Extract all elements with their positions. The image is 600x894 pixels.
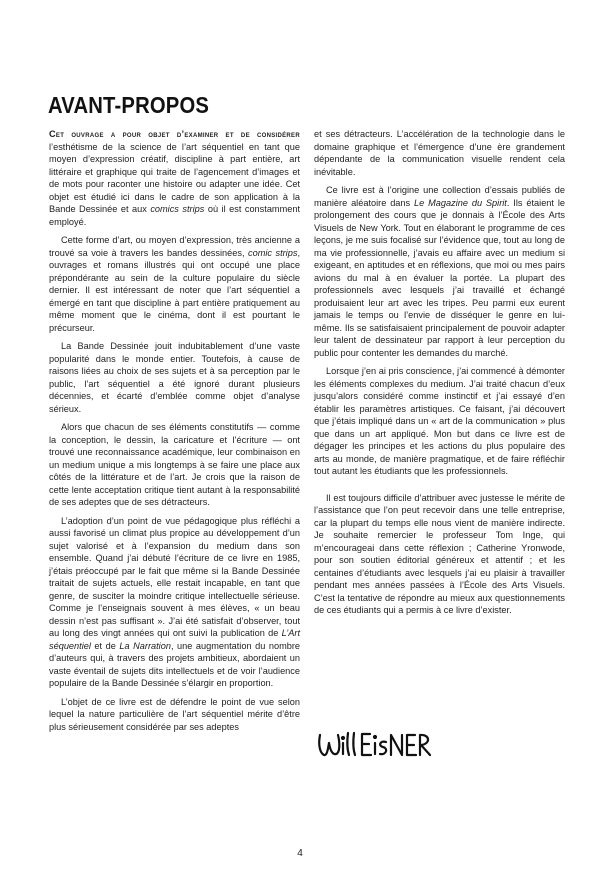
paragraph-text: où il est constamment employé. [49, 204, 301, 227]
paragraph [49, 515, 300, 690]
italic-title: L’Art séquentiel [49, 628, 300, 651]
paragraph: Il est toujours difficile d’attribuer avec justesse le mérite de l’assistance que l’on peut recevoir dans une telle entreprise, car la plupart du temps elle nous vient de manière indirecte. Je souhaite remercier le professeur Tom Inge, qui m’encourageai dans cette réflexion ; Catherine Yronwode, pour son soutien éditorial généreux et attentif ; et les centaines d’étudiants avec lesquels j’ai eu plaisir à travailler pendant mes années passées à l’École des Arts Visuels. C’est la tentative de répondre au mieux aux questionnements de ces étudiants qui a permis à ce livre d’exister. [314, 492, 565, 615]
italic-term: comics strips [150, 204, 205, 214]
paragraph: L’objet de ce livre est de défendre le point de vue selon lequel la nature particulière de l’art séquentiel mérite d’être plus sérieusement considérée par ses adeptes [49, 696, 300, 732]
paragraph [314, 184, 565, 359]
right-column [314, 128, 565, 623]
paragraph [49, 128, 300, 228]
paragraph: Alors que chacun de ses éléments constitutifs — comme la conception, le dessin, la caricature et l’écriture — ont trouvé une reconnaissance académique, leur combinaison en un medium unique a mis longtemps à se faire une place aux côtés de la littérature et de l’art. Je crois que la raison de cette lente acceptation critique tient autant à la responsabilité de ses adeptes que de ses détracteurs. [49, 422, 300, 507]
paragraph: et ses détracteurs. L’accélération de la technologie dans le domaine graphique et l’émergence d’une ère grandement dépendante de la communication visuelle rendent cela inévitable. [314, 129, 565, 177]
paragraph: La Bande Dessinée jouit indubitablement d’une vaste popularité dans le monde entier. Toutefois, à cause de raisons liées au choix de ses sujets et à sa perception par le public, l’art séquentiel a été ignoré durant plusieurs décennies, et écarté d’emblée comme objet d’analyse sérieux. [49, 341, 300, 414]
paragraph-text: l’esthétisme de la science de l’art séquentiel en tant que moyen d’expression créatif, discipline à part entière, art littéraire et graphique qui traite de l’agencement d’images et de mots pour raconter une histoire ou adapter une idée. Cet objet est étudié ici dans le cadre de son application à la Bande Dessinée et aux [49, 141, 300, 214]
page-title: AVANT-PROPOS [48, 92, 210, 118]
opening-small-caps: Cet ouvrage a pour objet d’examiner et de considérer [49, 129, 300, 139]
paragraph-text: Cette forme d’art, ou moyen d’expression, très ancienne a trouvé sa voie à travers les bandes dessinées, [49, 235, 300, 258]
paragraph [49, 234, 300, 334]
paragraph-text: L’adoption d’un point de vue pédagogique plus réfléchi a aussi favorisé un climat plus propice au développement d’un sujet valorisé et à l’expansion du medium dans son ensemble. Quand j’ai débuté l’écriture de ce livre en 1985, j’étais préoccupé par le fait que même si la Bande Dessinée traitait de sujets actuels, elle restait incapable, en tant que genre, de susciter la moindre critique intellectuelle sérieuse. Comme je l’enseignais souvent à mes élèves, « un beau dessin n’est pas suffisant ». J’ai été satisfait d’observer, tout au long des vingt années qui ont suivi la publication de [49, 515, 300, 638]
italic-title: La Narration [119, 640, 171, 651]
italic-term: comic strips [248, 247, 298, 258]
paragraph-text: . Ils étaient le prolongement des cours que je donnais à l’École des Arts Visuels de New York. Tout en élaborant le programme de ces leçons, je me suis focalisé sur l’évidence que, tout au long de ma vie professionnelle, j’avais eu affaire avec un medium si exigeant, en aptitudes et en réflexions, que moi ou mes pairs avions du mal à en évaluer la portée. La plupart des professionnels avec lesquels j’ai travaillé et échangé produisaient leur art avec les tripes. Peu parmi eux eurent jamais le temps ou l’envie de disséquer le genre en lui-même. Ils se satisfaisaient principalement de pouvoir adapter leur talent de dessinateur par rapport à leur perception du public pour contenter les demandes du marché. [314, 197, 565, 358]
paragraph-text: Ce livre est à l’origine une collection d’essais publiés de manière aléatoire dans [314, 185, 565, 208]
paragraph: Lorsque j’en ai pris conscience, j’ai commencé à démonter les éléments complexes du medium. J’ai traité chacun d’eux jusqu’alors considéré comme instinctif et j’ai essayé d’en établir les paramètres artistiques. Ce faisant, j’ai découvert que j’étais impliqué dans un « art de la communication » plus que dans un art appliqué. Mon but dans ce livre est de dégager les principes et les actions du plus populaire des arts au monde, de manière pragmatique, et de faire réfléchir tout autant les étudiants que les professionnels. [314, 366, 565, 476]
author-signature [314, 725, 434, 763]
page-number: 4 [297, 848, 303, 859]
left-column [49, 128, 300, 739]
paragraph-text: , une augmentation du nombre d’auteurs qui, à travers des projets ambitieux, abordaient un vaste éventail de sujets dits intellectuels et de voir l’audience populaire de la Bande Dessinée s’élargir en proportion. [49, 640, 301, 688]
paragraph-text: , ouvrages et romans illustrés qui ont occupé une place prépondérante au sein de la culture populaire du siècle dernier. Il est intéressant de noter que l’art séquentiel a émergé en tant que discipline à part entière pratiquement au même moment que le cinéma, dont il est pourtant le précurseur. [49, 247, 300, 333]
italic-title: Le Magazine du Spirit [414, 197, 507, 208]
paragraph-text: et de [90, 640, 120, 651]
